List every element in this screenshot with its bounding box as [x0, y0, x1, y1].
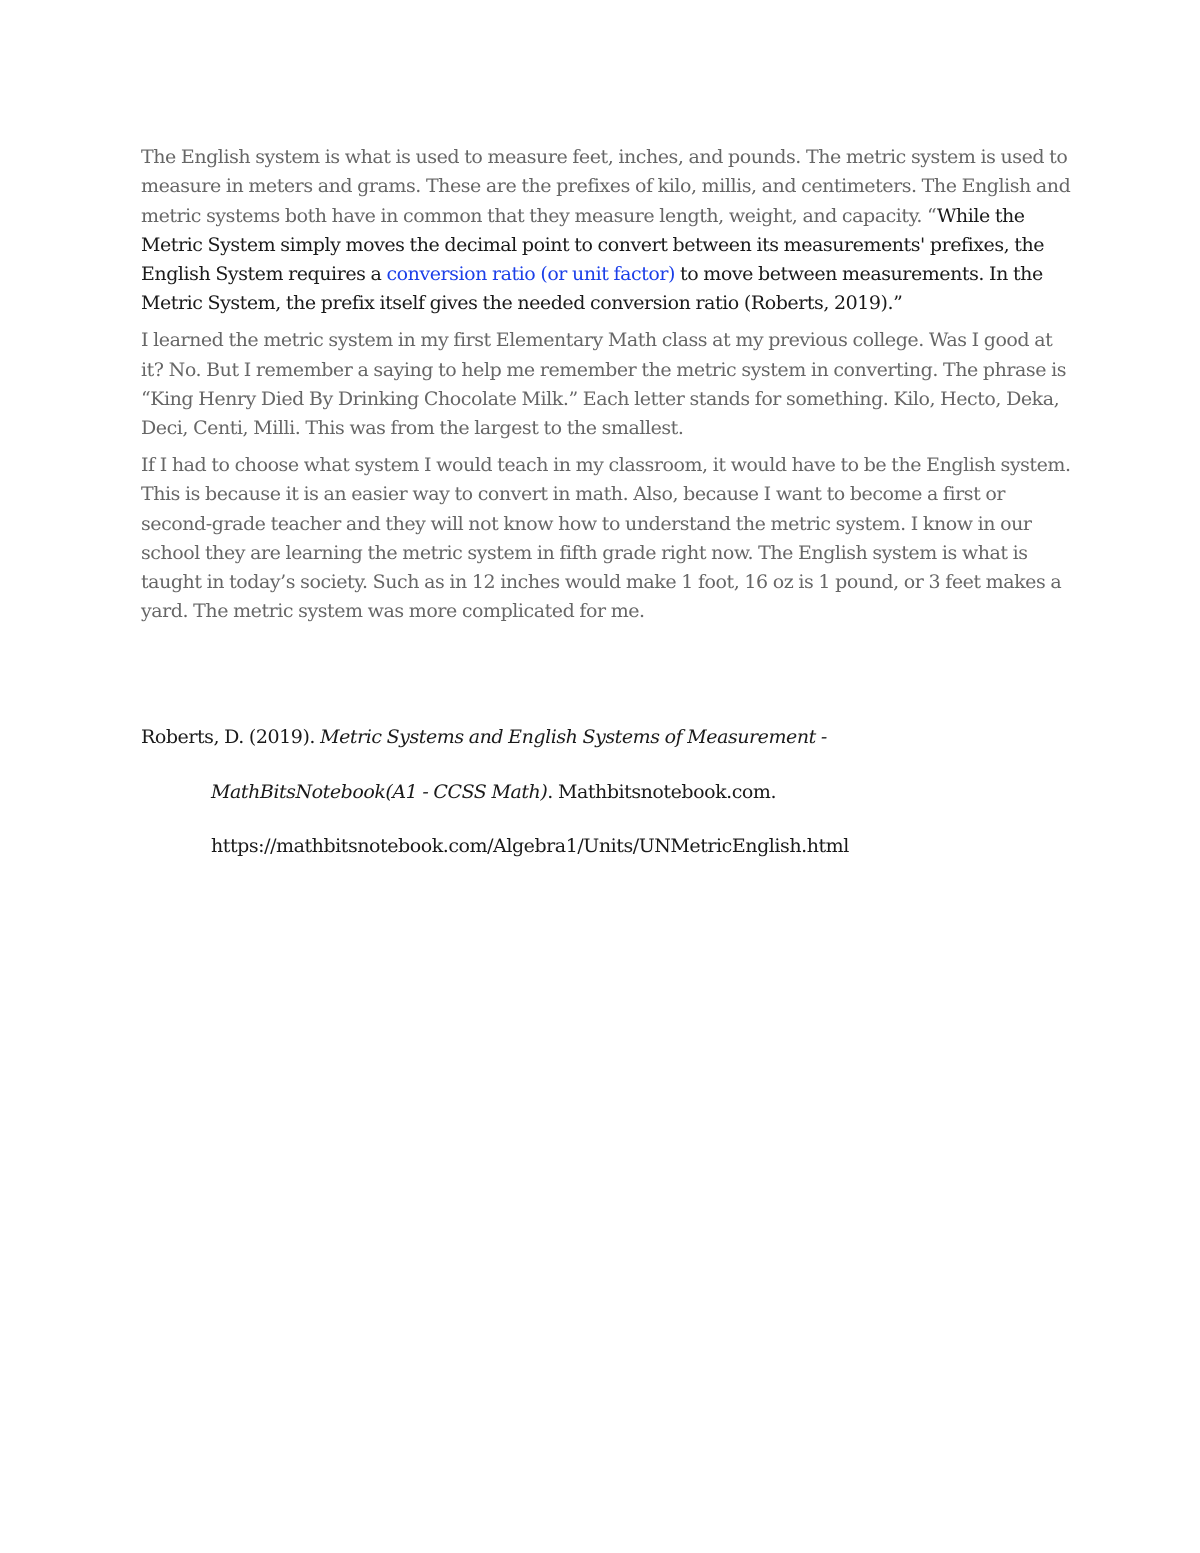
reference-line-1	[141, 724, 1071, 751]
reference-publisher: . Mathbitsnotebook.com.	[547, 780, 777, 803]
reference-title-part2: MathBitsNotebook(A1 - CCSS Math)	[211, 780, 548, 803]
paragraph-1-intro: The English system is what is used to measure feet, inches, and pounds. The metric system is used to measure in meters and grams. These are the prefixes of kilo, millis, and centimeters. The English and metric systems both have in common that they measure length, weight, and capacity. “	[141, 146, 1071, 227]
paragraph-2: I learned the metric system in my first Elementary Math class at my previous college. Was I good at it? No. But I remember a saying to help me remember the metric system in converting. The phrase is “King Henry Died By Drinking Chocolate Milk.” Each letter stands for something. Kilo, Hecto, Deka, Deci, Centi, Milli. This was from the largest to the smallest.	[141, 329, 1067, 440]
reference-url[interactable]: https://mathbitsnotebook.com/Algebra1/Units/UNMetricEnglish.html	[211, 835, 849, 857]
reference-line-3	[141, 833, 1071, 860]
paragraph-3: If I had to choose what system I would teach in my classroom, it would have to be the English system. This is because it is an easier way to convert in math. Also, because I want to become a first or second-grade teacher and they will not know how to understand the metric system. I know in our school they are learning the metric system in fifth grade right now. The English system is what is taught in today’s society. Such as in 12 inches would make 1 foot, 16 oz is 1 pound, or 3 feet makes a yard. The metric system was more complicated for me.	[141, 453, 1071, 623]
reference-line-2	[141, 779, 1071, 806]
conversion-ratio-link[interactable]: conversion ratio (or unit factor)	[386, 263, 675, 286]
reference-entry	[141, 724, 1071, 888]
essay-body	[141, 143, 1071, 634]
paragraph-1	[141, 143, 1071, 319]
reference-title-part1: Metric Systems and English Systems of Measurement -	[320, 726, 827, 748]
quote-start: While the Metric System simply moves the decimal point to convert between its measurements' prefixes, the English System requires a	[141, 204, 1045, 286]
quote-end: to move between measurements. In the Metric System, the prefix itself gives the needed conversion ratio (Roberts, 2019).”	[141, 263, 1043, 315]
reference-author-year: Roberts, D. (2019).	[141, 726, 321, 748]
